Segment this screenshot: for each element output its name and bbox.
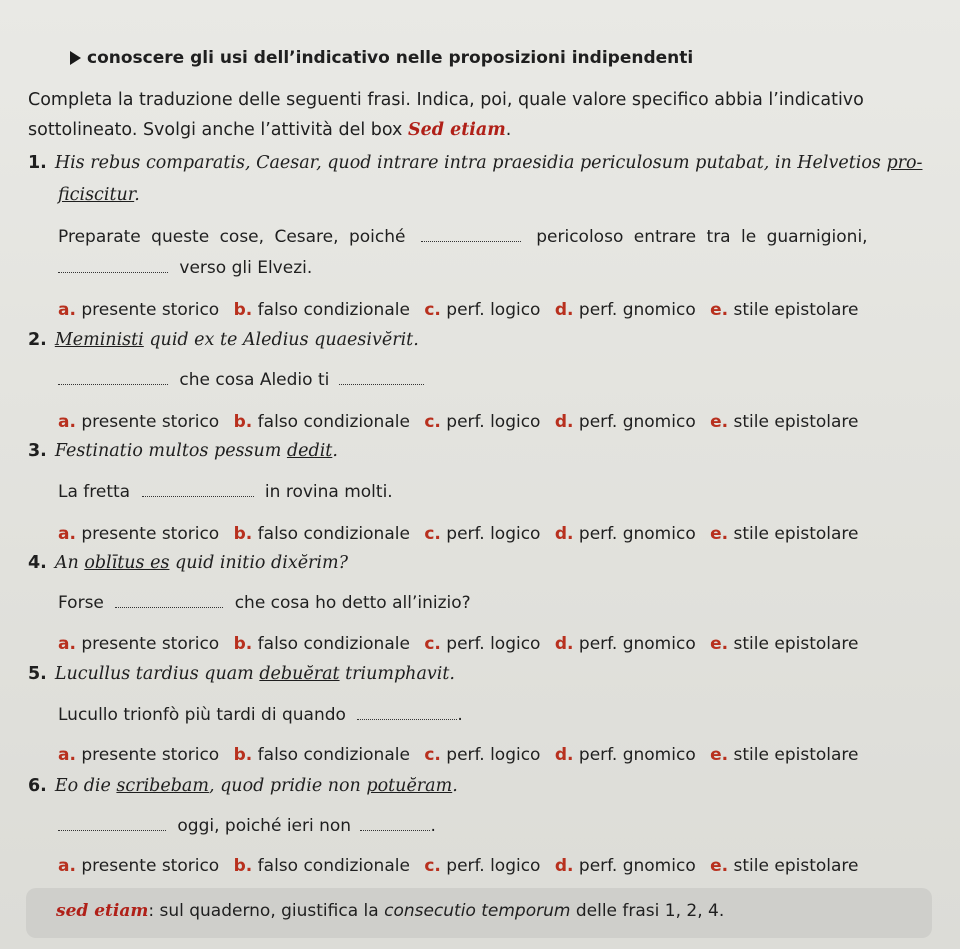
answer-blank[interactable]: [58, 816, 166, 831]
exercise-number: 4.: [28, 553, 47, 573]
latin-text: quid initio dixĕrim?: [169, 553, 348, 573]
option-d[interactable]: [555, 412, 696, 432]
option-label: stile epistolare: [733, 300, 859, 320]
option-label: stile epistolare: [733, 412, 859, 432]
translation-text: che cosa Aledio ti: [179, 370, 330, 390]
footer-text-b: delle frasi 1, 2, 4.: [570, 901, 725, 921]
option-letter: e.: [710, 745, 729, 765]
option-letter: c.: [424, 634, 441, 654]
underlined-verb: potuĕram: [366, 776, 453, 796]
option-label: perf. logico: [446, 524, 541, 544]
translation-text: .: [430, 816, 436, 836]
underlined-verb: pro-: [886, 153, 923, 173]
option-b[interactable]: [234, 745, 410, 765]
instructions: [28, 85, 933, 145]
latin-text: Festinatio multos pessum: [54, 441, 287, 461]
option-label: perf. logico: [446, 745, 541, 765]
translation-text: Lucullo trionfò più tardi di quando: [58, 705, 346, 725]
option-label: falso condizionale: [257, 745, 410, 765]
option-letter: d.: [554, 745, 574, 765]
option-b[interactable]: [234, 634, 410, 654]
latin-text: Lucullus tardius quam: [54, 664, 260, 684]
option-letter: c.: [424, 300, 441, 320]
answer-blank[interactable]: [142, 482, 254, 497]
answer-blank[interactable]: [115, 593, 223, 608]
option-letter: a.: [58, 412, 76, 432]
underlined-verb: Meministi: [54, 330, 144, 350]
option-a[interactable]: [58, 856, 219, 876]
option-a[interactable]: [58, 745, 219, 765]
exercise-2-translation: [58, 370, 424, 390]
option-label: perf. gnomico: [578, 745, 696, 765]
option-b[interactable]: [234, 300, 410, 320]
option-letter: c.: [424, 524, 441, 544]
exercise-number: 2.: [28, 330, 47, 350]
footer-text-a: : sul quaderno, giustifica la: [148, 901, 385, 921]
exercise-3-latin: [28, 441, 338, 461]
latin-text: An: [54, 553, 85, 573]
option-label: perf. gnomico: [578, 300, 696, 320]
option-c[interactable]: [424, 524, 540, 544]
exercise-1-translation-cont: [58, 258, 312, 278]
option-label: presente storico: [81, 634, 220, 654]
translation-text: Forse: [58, 593, 104, 613]
exercise-2-latin: [28, 330, 419, 350]
option-letter: c.: [424, 412, 441, 432]
translation-text: pericoloso entrare tra le guarnigioni,: [536, 227, 868, 247]
exercise-6-translation: [58, 816, 436, 836]
option-label: presente storico: [81, 524, 220, 544]
option-letter: b.: [233, 524, 253, 544]
option-c[interactable]: [424, 300, 540, 320]
option-d[interactable]: [555, 856, 696, 876]
option-label: presente storico: [81, 745, 220, 765]
section-header: [70, 48, 693, 68]
sed-etiam-label: sed etiam: [56, 901, 149, 921]
option-d[interactable]: [555, 300, 696, 320]
option-label: presente storico: [81, 300, 220, 320]
latin-text: triumphavit.: [339, 664, 455, 684]
option-letter: c.: [424, 856, 441, 876]
latin-text: .: [134, 185, 140, 205]
option-letter: b.: [233, 412, 253, 432]
option-c[interactable]: [424, 634, 540, 654]
option-letter: d.: [554, 856, 574, 876]
option-label: presente storico: [81, 412, 220, 432]
option-b[interactable]: [234, 524, 410, 544]
latin-text: quid ex te Aledius quaesivĕrit.: [143, 330, 419, 350]
option-letter: a.: [58, 300, 76, 320]
underlined-verb: debuĕrat: [259, 664, 340, 684]
option-e[interactable]: [710, 300, 858, 320]
arrow-bullet-icon: [70, 51, 81, 65]
instructions-line2: sottolineato. Svolgi anche l’attività del box: [28, 120, 408, 140]
exercise-number: 3.: [28, 441, 47, 461]
translation-text: verso gli Elvezi.: [179, 258, 313, 278]
latin-text: .: [452, 776, 458, 796]
option-letter: e.: [710, 412, 729, 432]
option-letter: e.: [710, 524, 729, 544]
exercise-3-translation: [58, 482, 393, 502]
option-label: perf. gnomico: [578, 412, 696, 432]
option-b[interactable]: [234, 412, 410, 432]
translation-text: oggi, poiché ieri non: [177, 816, 352, 836]
exercise-number: 6.: [28, 776, 47, 796]
exercise-number: 1.: [28, 153, 47, 173]
sed-etiam-box: [26, 888, 932, 938]
option-label: stile epistolare: [733, 524, 859, 544]
option-letter: a.: [58, 745, 76, 765]
option-d[interactable]: [555, 524, 696, 544]
option-label: falso condizionale: [257, 634, 410, 654]
answer-blank[interactable]: [339, 370, 424, 385]
option-e[interactable]: [710, 634, 858, 654]
exercise-6-options: [58, 856, 867, 876]
latin-text: .: [332, 441, 338, 461]
option-b[interactable]: [234, 856, 410, 876]
option-label: falso condizionale: [257, 856, 410, 876]
option-label: perf. gnomico: [578, 856, 696, 876]
option-letter: d.: [554, 634, 574, 654]
option-letter: e.: [710, 634, 729, 654]
option-letter: b.: [233, 300, 253, 320]
sed-etiam-text: [56, 901, 724, 921]
answer-blank[interactable]: [421, 227, 521, 242]
option-c[interactable]: [424, 745, 540, 765]
option-e[interactable]: [710, 524, 858, 544]
exercise-4-translation: [58, 593, 471, 613]
exercise-5-translation: [58, 705, 463, 725]
option-a[interactable]: [58, 634, 219, 654]
exercise-1-latin: [28, 153, 922, 173]
option-label: perf. logico: [446, 634, 541, 654]
option-label: perf. gnomico: [578, 634, 696, 654]
option-label: perf. logico: [446, 412, 541, 432]
option-letter: a.: [58, 856, 76, 876]
option-label: presente storico: [81, 856, 220, 876]
option-a[interactable]: [58, 524, 219, 544]
option-letter: d.: [554, 300, 574, 320]
consecutio-temporum: consecutio temporum: [384, 901, 571, 921]
option-label: stile epistolare: [733, 856, 859, 876]
exercise-5-options: [58, 745, 867, 765]
instructions-period: .: [505, 120, 512, 140]
exercise-number: 5.: [28, 664, 47, 684]
option-e[interactable]: [710, 856, 858, 876]
header-text: conoscere gli usi dell’indicativo nelle proposizioni indipendenti: [87, 48, 694, 68]
exercise-3-options: [58, 524, 867, 544]
exercise-1-options: [58, 300, 867, 320]
underlined-verb: oblītus es: [84, 553, 170, 573]
option-label: perf. logico: [446, 856, 541, 876]
exercise-1-latin-cont: [58, 185, 140, 205]
option-letter: e.: [710, 300, 729, 320]
exercise-6-latin: [28, 776, 458, 796]
option-d[interactable]: [555, 745, 696, 765]
translation-text: .: [457, 705, 463, 725]
translation-text: Preparate queste cose, Cesare, poiché: [58, 227, 406, 247]
translation-text: in rovina molti.: [264, 482, 393, 502]
option-letter: e.: [710, 856, 729, 876]
option-c[interactable]: [424, 412, 540, 432]
option-e[interactable]: [710, 412, 858, 432]
exercise-4-latin: [28, 553, 348, 573]
option-letter: b.: [233, 856, 253, 876]
underlined-verb: dedit: [286, 441, 333, 461]
answer-blank[interactable]: [58, 370, 168, 385]
option-letter: a.: [58, 634, 76, 654]
option-label: falso condizionale: [257, 524, 410, 544]
underlined-verb: ficiscitur: [58, 185, 135, 205]
option-label: falso condizionale: [257, 300, 410, 320]
option-letter: c.: [424, 745, 441, 765]
option-label: stile epistolare: [733, 745, 859, 765]
instructions-line1: Completa la traduzione delle seguenti frasi. Indica, poi, quale valore specifico abbia l’indicativo: [28, 90, 864, 110]
exercise-4-options: [58, 634, 867, 654]
latin-text: , quod pridie non: [208, 776, 367, 796]
option-a[interactable]: [58, 412, 219, 432]
option-label: stile epistolare: [733, 634, 859, 654]
latin-text: Eo die: [54, 776, 117, 796]
answer-blank[interactable]: [357, 705, 457, 720]
option-letter: b.: [233, 634, 253, 654]
underlined-verb: scribebam: [116, 776, 209, 796]
option-c[interactable]: [424, 856, 540, 876]
translation-text: che cosa ho detto all’inizio?: [234, 593, 471, 613]
option-label: falso condizionale: [257, 412, 410, 432]
option-letter: d.: [554, 524, 574, 544]
exercise-1-translation: [58, 227, 933, 247]
option-a[interactable]: [58, 300, 219, 320]
option-label: perf. logico: [446, 300, 541, 320]
option-label: perf. gnomico: [578, 524, 696, 544]
option-letter: b.: [233, 745, 253, 765]
option-e[interactable]: [710, 745, 858, 765]
option-letter: d.: [554, 412, 574, 432]
exercise-2-options: [58, 412, 867, 432]
answer-blank[interactable]: [360, 816, 430, 831]
answer-blank[interactable]: [58, 258, 168, 273]
exercise-5-latin: [28, 664, 455, 684]
option-d[interactable]: [555, 634, 696, 654]
latin-text: His rebus comparatis, Caesar, quod intrare intra praesidia periculosum putabat, in Helvetios: [54, 153, 887, 173]
translation-text: La fretta: [58, 482, 131, 502]
option-letter: a.: [58, 524, 76, 544]
sed-etiam-ref: Sed etiam: [407, 120, 506, 140]
